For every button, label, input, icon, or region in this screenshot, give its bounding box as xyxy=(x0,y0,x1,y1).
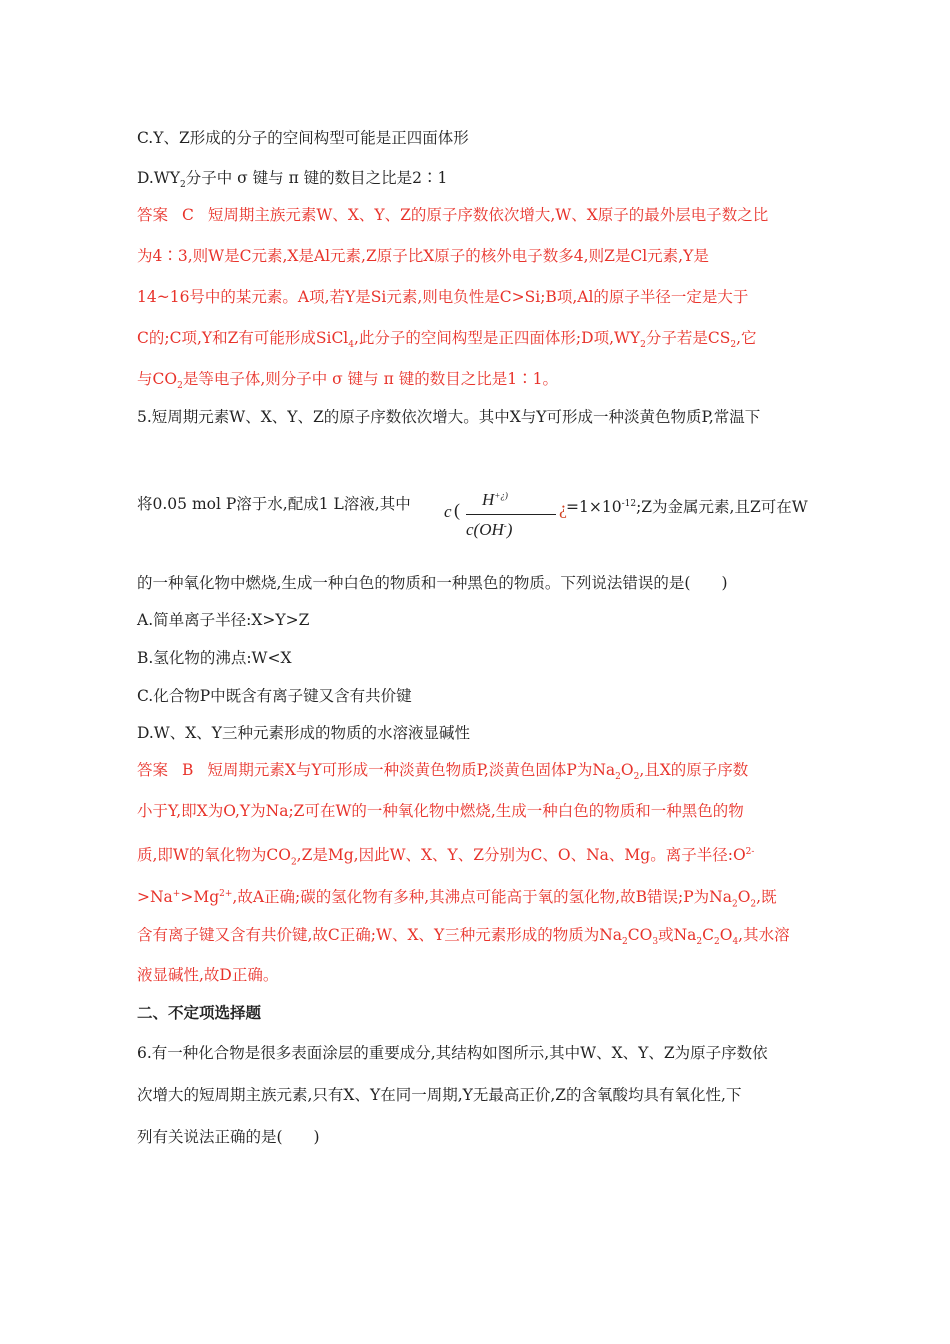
q5-answer-line-1: 答案 B 短周期元素X与Y可形成一种淡黄色物质P,淡黄色固体P为$Na_2O_2$,且X的原子序数 xyxy=(137,761,749,783)
q5-option-c: C.化合物P中既含有离子键又含有共价键 xyxy=(137,687,412,705)
q5-stem-line-2a: 将0.05 mol P溶于水,配成1 L溶液,其中 xyxy=(137,495,411,513)
q6-stem-line-2: 次增大的短周期主族元素,只有X、Y在同一周期,Y无最高正价,Z的含氧酸均具有氧化性,下 xyxy=(137,1086,742,1104)
q5-stem-line-2b: $=1\times 10^{-12};Z$为金属元素,且Z可在W xyxy=(566,498,808,517)
fraction-bar xyxy=(466,514,556,515)
answer-label: 答案 xyxy=(137,206,169,224)
q5-answer-line-6: 液显碱性,故D正确。 xyxy=(137,966,279,984)
q4-option-d: $D.WY_2$分子中 σ 键与 π 键的数目之比是2∶1 xyxy=(137,169,448,191)
q5-stem-line-3: 的一种氧化物中燃烧,生成一种白色的物质和一种黑色的物质。下列说法错误的是( ) xyxy=(137,574,728,592)
q4-answer-line-2: 为4∶3,则W是C元素,X是Al元素,Z原子比X原子的核外电子数多4,则Z是Cl元素,Y是 xyxy=(137,247,709,265)
q4-answer-line-1: 答案 C 短周期主族元素W、X、Y、Z的原子序数依次增大,W、X原子的最外层电子数之比 xyxy=(137,206,769,224)
q4-answer-line-4: C的;C项,Y和Z有可能形成SiCl$_4$,此分子的空间构型是正四面体形;D项$,WY_2$分子若是$CS_2$,它 xyxy=(137,329,757,351)
answer-label: 答案 xyxy=(137,761,169,779)
q4-answer-line-5: 与$CO_2$是等电子体,则分子中 σ 键与 π 键的数目之比是1∶1。 xyxy=(137,370,558,392)
concentration-ratio-formula: c ( H+¿) c(OH-) ¿ xyxy=(444,490,567,539)
section-heading: 二、不定项选择题 xyxy=(137,1003,262,1022)
answer-letter: B xyxy=(182,761,194,779)
q5-answer-line-4: $>Na^+>Mg^{2+}$,故A正确;碳的氢化物有多种,其沸点可能高于氧的氢化物,故B错误;P为$Na_2O_2$,既 xyxy=(137,888,777,910)
q6-stem-line-1: 6.有一种化合物是很多表面涂层的重要成分,其结构如图所示,其中W、X、Y、Z为原子序数依 xyxy=(137,1044,768,1062)
q5-answer-line-5: 含有离子键又含有共价键,故C正确;W、X、Y三种元素形成的物质为$Na_2CO_3$或$Na_2C_2O_4$,其水溶 xyxy=(137,926,790,948)
q5-stem-line-1: 5.短周期元素W、X、Y、Z的原子序数依次增大。其中X与Y可形成一种淡黄色物质P,常温下 xyxy=(137,408,761,426)
q4-option-c: C.Y、Z形成的分子的空间构型可能是正四面体形 xyxy=(137,129,469,147)
q5-answer-line-3: 质,即W的氧化物为$CO_2,Z$是Mg,因此W、X、Y、Z分别为C、O、Na、Mg。离子半径$:O^{2-}$ xyxy=(137,846,755,868)
q5-option-a: A.简单离子半径:X>Y>Z xyxy=(137,611,310,629)
q6-stem-line-3: 列有关说法正确的是( ) xyxy=(137,1128,320,1146)
q5-answer-line-2: 小于Y,即X为O,Y为Na;Z可在W的一种氧化物中燃烧,生成一种白色的物质和一种黑色的物 xyxy=(137,802,744,820)
q5-option-b: B.氢化物的沸点:W<X xyxy=(137,649,292,667)
q5-option-d: D.W、X、Y三种元素形成的物质的水溶液显碱性 xyxy=(137,724,471,742)
q4-answer-line-3: 14~16号中的某元素。A项,若Y是Si元素,则电负性是C>Si;B项,Al的原子半径一定是大于 xyxy=(137,288,749,306)
answer-letter: C xyxy=(182,206,194,224)
